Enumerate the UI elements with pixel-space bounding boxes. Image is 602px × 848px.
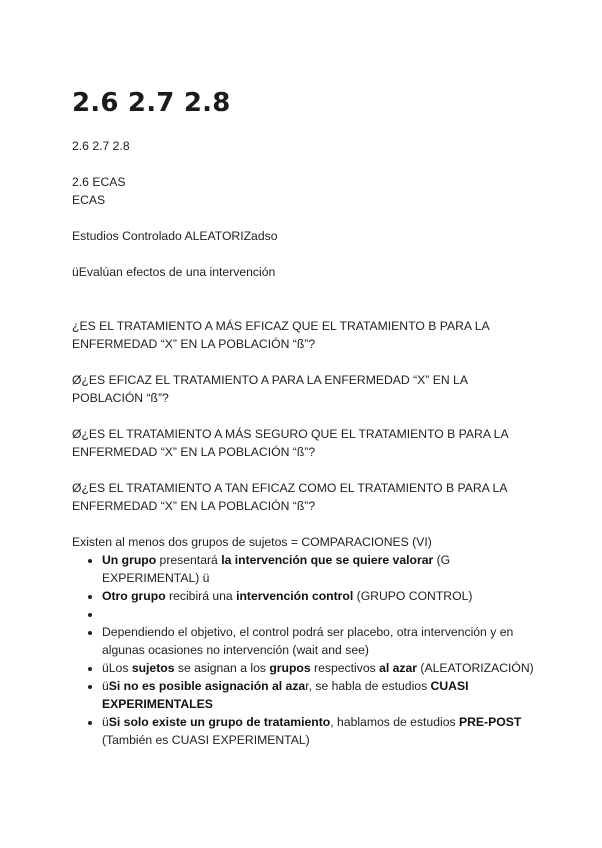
list-item: • Un grupo presentará la intervención que se quiere valorar (G EXPERIMENTAL) ü bbox=[102, 551, 534, 587]
subtitle: 2.6 2.7 2.8 bbox=[72, 139, 130, 153]
bullet-list bbox=[72, 551, 534, 749]
groups-intro: Existen al menos dos grupos de sujetos = COMPARACIONES (VI) bbox=[72, 535, 432, 549]
question-1: ¿ES EL TRATAMIENTO A MÁS EFICAZ QUE EL TRATAMIENTO B PARA LA ENFERMEDAD “X” EN LA POBLACIÓN “ß”? bbox=[72, 319, 489, 351]
studies-line: Estudios Controlado ALEATORIZadso bbox=[72, 229, 278, 243]
list-item: • üLos sujetos se asignan a los grupos respectivos al azar (ALEATORIZACIÓN) bbox=[102, 659, 534, 677]
list-item-empty bbox=[102, 605, 534, 623]
list-item: • üSi solo existe un grupo de tratamiento, hablamos de estudios PRE-POST (También es CUASI EXPERIMENTAL) bbox=[102, 713, 534, 749]
document-body bbox=[72, 137, 534, 749]
list-item: • üSi no es posible asignación al azar, se habla de estudios CUASI EXPERIMENTALES bbox=[102, 677, 534, 713]
page-title: 2.6 2.7 2.8 bbox=[72, 88, 231, 118]
section-subheading: ECAS bbox=[72, 193, 106, 207]
section-heading: 2.6 ECAS bbox=[72, 175, 126, 189]
question-4: Ø¿ES EL TRATAMIENTO A TAN EFICAZ COMO EL TRATAMIENTO B PARA LA ENFERMEDAD “X” EN LA POBLACIÓN “ß”? bbox=[72, 481, 507, 513]
evaluan-line: üEvalúan efectos de una intervención bbox=[72, 265, 276, 279]
list-item: • Otro grupo recibirá una intervención control (GRUPO CONTROL) bbox=[102, 587, 534, 605]
question-2: Ø¿ES EFICAZ EL TRATAMIENTO A PARA LA ENFERMEDAD “X” EN LA POBLACIÓN “ß”? bbox=[72, 373, 468, 405]
list-item: • Dependiendo el objetivo, el control podrá ser placebo, otra intervención y en algunas ocasiones no intervención (wait and see) bbox=[102, 623, 534, 659]
question-3: Ø¿ES EL TRATAMIENTO A MÁS SEGURO QUE EL TRATAMIENTO B PARA LA ENFERMEDAD “X” EN LA POBLACIÓN “ß”? bbox=[72, 427, 508, 459]
